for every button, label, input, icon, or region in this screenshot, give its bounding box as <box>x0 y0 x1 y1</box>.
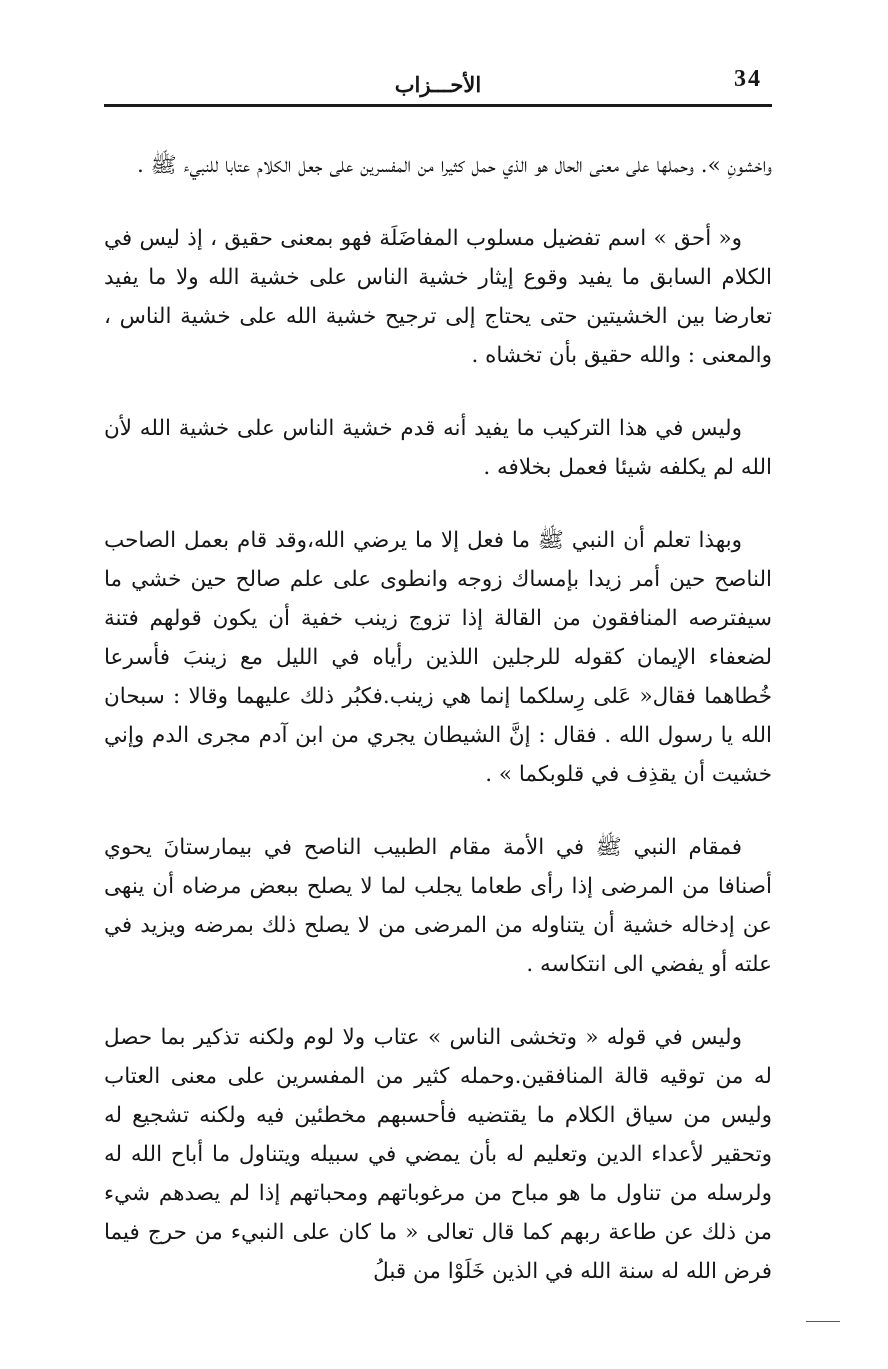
scan-mark <box>806 1321 840 1322</box>
page-header <box>106 62 770 106</box>
paragraph-2: و« أحق » اسم تفضيل مسلوب المفاضَلَة فهو بمعنى حقيق ، إذ ليس في الكلام السابق ما يفيد وقوع إيثار خشية الناس على خشية الله ولا ما يفيد تعارضا بين الخشيتين حتى يحتاج إلى ترجيح خشية الله على خشية الناس ، والمعنى : والله حقيق بأن تخشاه . <box>104 226 772 368</box>
paragraph-3: وليس في هذا التركيب ما يفيد أنه قدم خشية الناس على خشية الله لأن الله لم يكلفه شيئا فعمل بخلافه . <box>104 416 772 480</box>
header-rule <box>104 104 772 107</box>
paragraph-5: فمقام النبي ﷺ في الأمة مقام الطبيب الناصح في بيمارستانَ يحوي أصنافا من المرضى إذا رأى طعاما يجلب لما لا يصلح ببعض مرضاه أن ينهى عن إدخاله خشية أن يتناوله من المرضى من لا يصلح ذلك بمرضه ويزيد في علته أو يفضي الى انتكاسه . <box>104 835 772 977</box>
page-number: 34 <box>734 66 762 92</box>
running-title: الأحـــزاب <box>394 72 482 97</box>
paragraph-6: وليس في قوله « وتخشى الناس » عتاب ولا لوم ولكنه تذكير بما حصل له من توقيه قالة المنافقين.وحمله كثير من المفسرين على معنى العتاب وليس من سياق الكلام ما يقتضيه فأحسبهم مخطئين فيه ولكنه تشجيع له وتحقير لأعداء الدين وتعليم له بأن يمضي في سبيله ويتناول ما أباح الله له ولرسله من تناول ما هو مباح من مرغوباتهم ومحباتهم إذا لم يصدهم شيء من ذلك عن طاعة ربهم كما قال تعالى « ما كان على النبيء من حرج فيما فرض الله له سنة الله في الذين خَلَوْا من قبلُ <box>104 1025 772 1284</box>
paragraph-1: واخشونِ ». وحملها على معنى الحال هو الذي حمل كثيرا من المفسرين على جعل الكلام عتابا للنبيء ﷺ . <box>136 153 772 178</box>
page-body <box>104 146 772 1325</box>
paragraph-4: وبهذا تعلم أن النبي ﷺ ما فعل إلا ما يرضي الله،وقد قام بعمل الصاحب الناصح حين أمر زيدا بإمساك زوجه وانطوى على علم صالح حين خشي ما سيفترصه المنافقون من القالة إذا تزوج زينب خفية أن يكون قولهم فتنة لضعفاء الإيمان كقوله للرجلين اللذين رأياه في الليل مع زينبَ فأسرعا خُطاهما فقال« عَلى رِسلكما إنما هي زينب.فكبُر ذلك عليهما وقالا : سبحان الله يا رسول الله . فقال : إنَّ الشيطان يجري من ابن آدم مجرى الدم وإني خشيت أن يقذِف في قلوبكما » . <box>104 528 772 787</box>
